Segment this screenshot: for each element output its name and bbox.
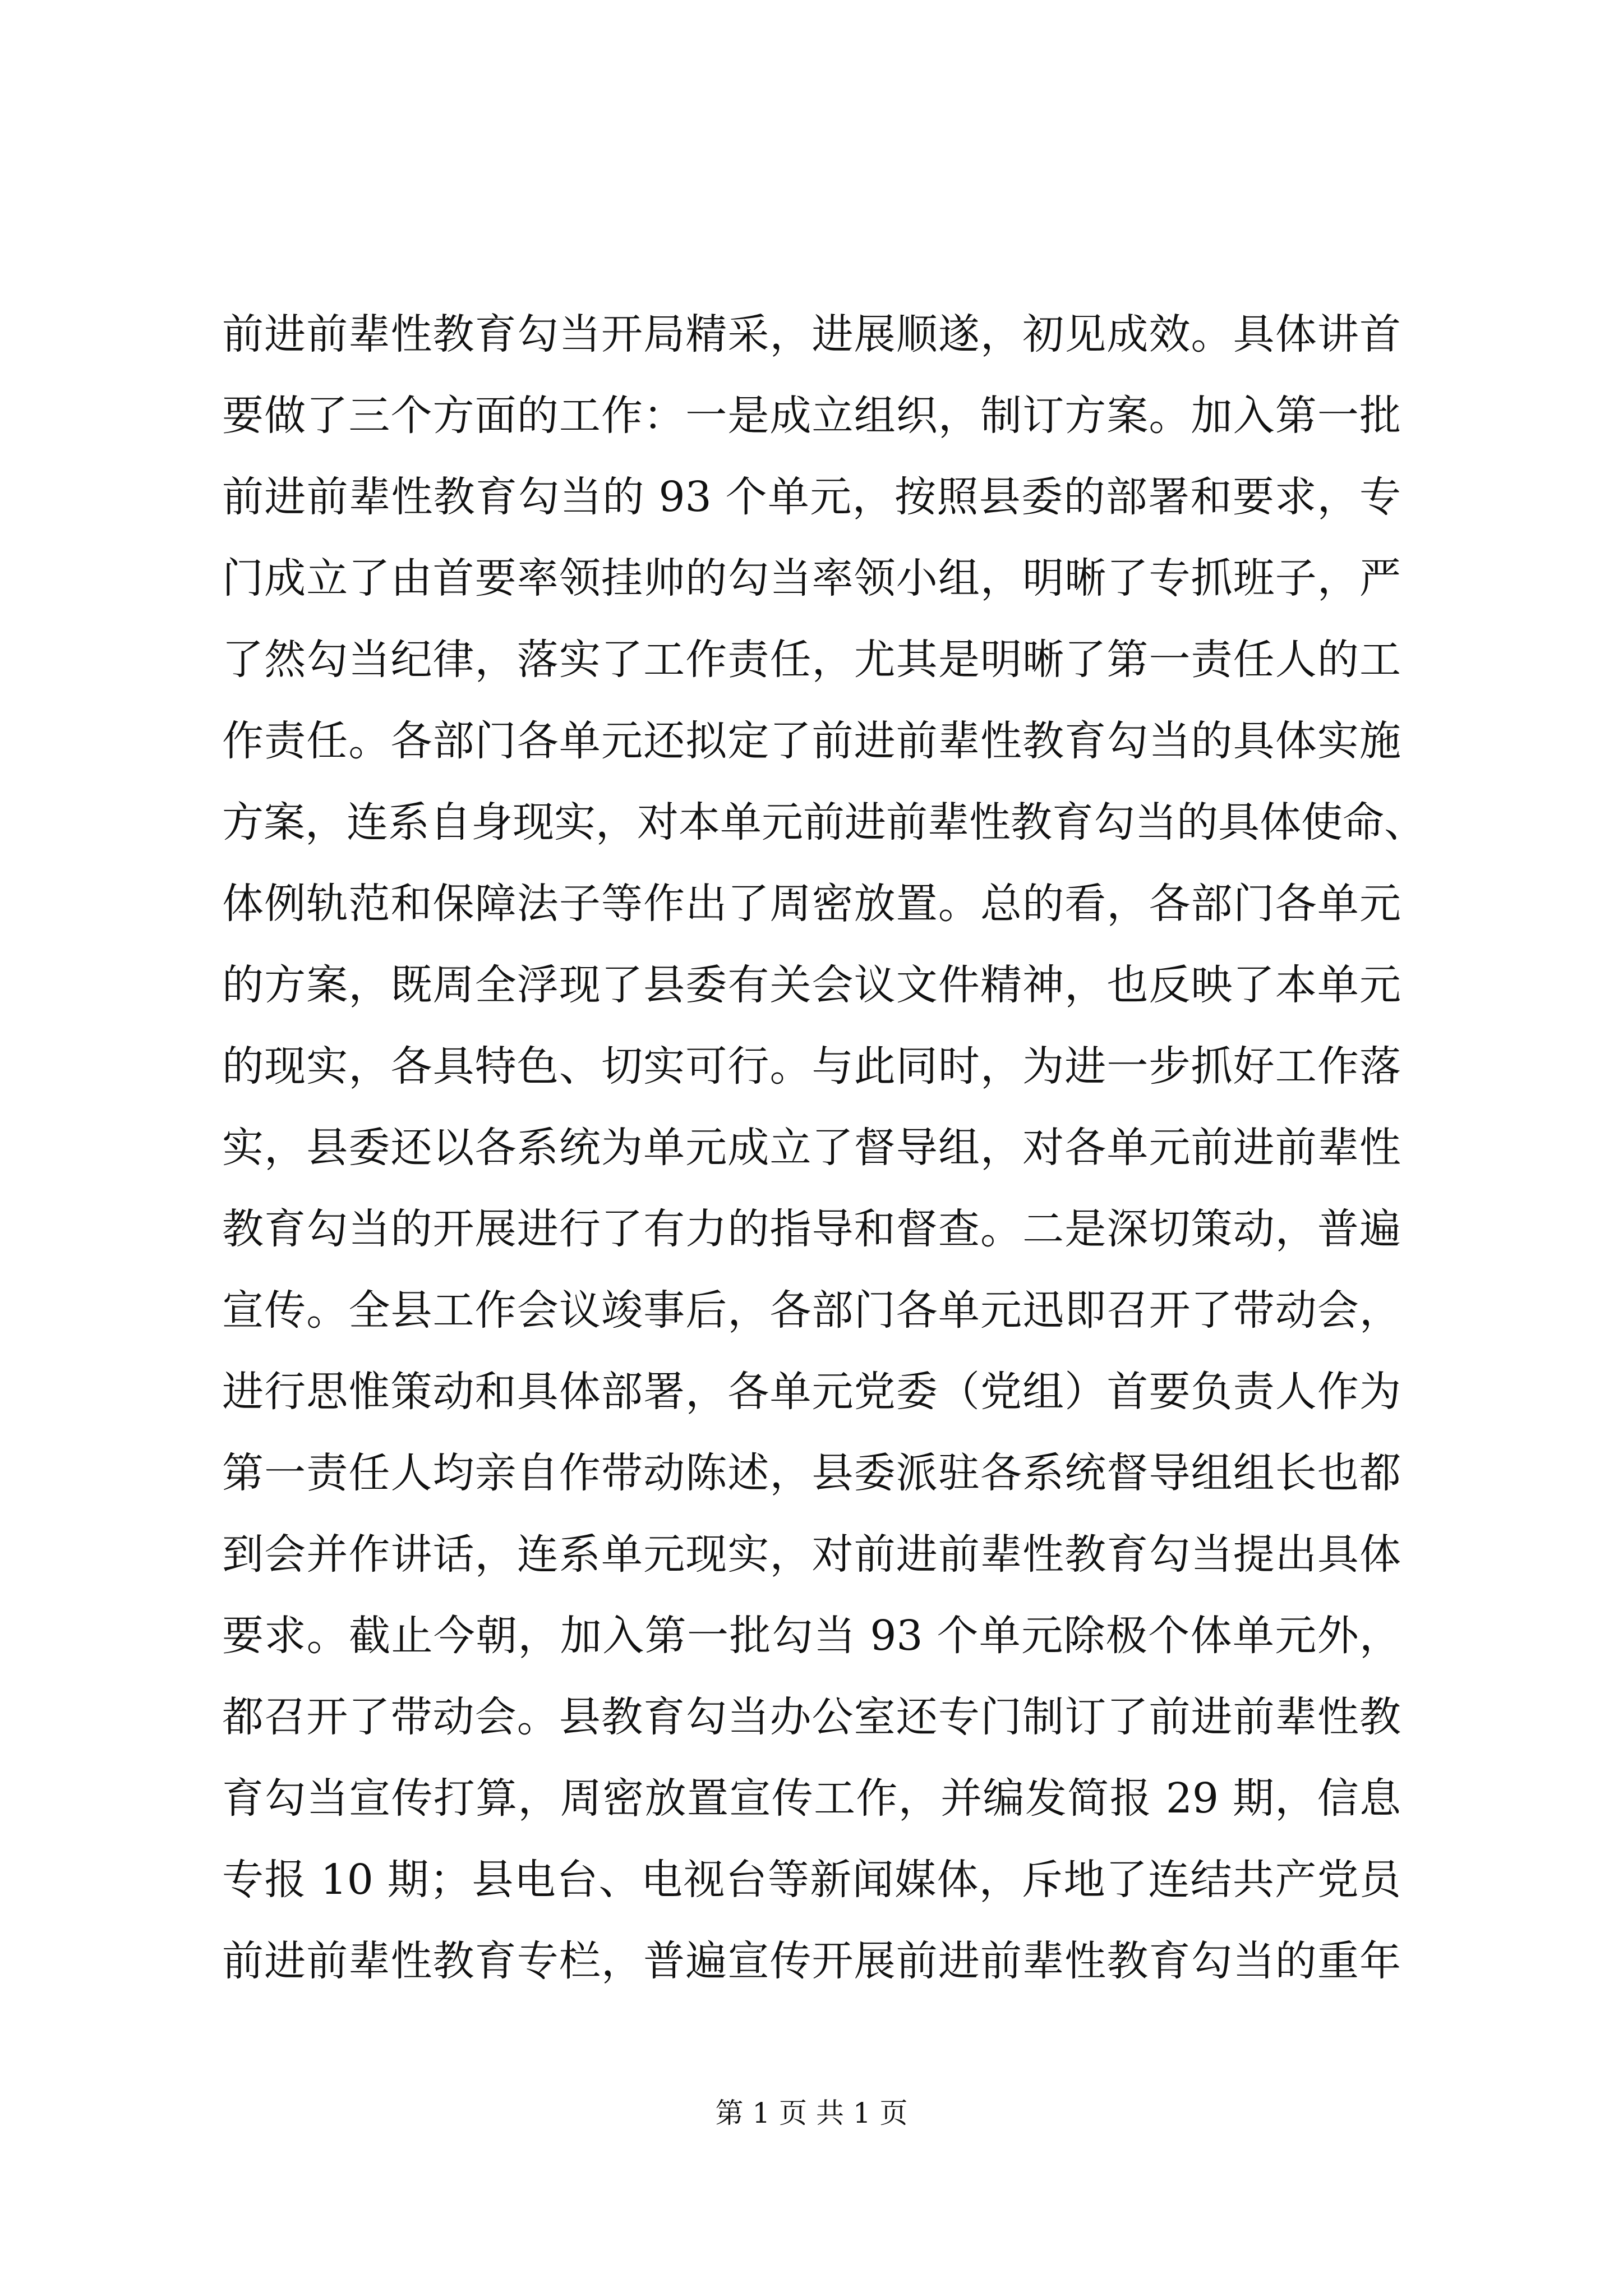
page-footer [0, 2093, 1623, 2133]
text-line-5: 了然勾当纪律，落实了工作责任，尤其是明晰了第一责任人的工 [222, 636, 1401, 684]
text-line-21: 前进前辈性教育专栏，普遍宣传开展前进前辈性教育勾当的重年 [222, 1937, 1401, 1985]
text-line-13: 宣传。全县工作会议竣事后，各部门各单元迅即召开了带动会， [222, 1286, 1401, 1335]
text-line-20: 专报 10 期；县电台、电视台等新闻媒体，斥地了连结共产党员 [222, 1856, 1401, 1904]
text-line-4: 门成立了由首要率领挂帅的勾当率领小组，明晰了专抓班子，严 [222, 554, 1401, 602]
text-line-10: 的现实，各具特色、切实可行。与此同时，为进一步抓好工作落 [222, 1042, 1401, 1091]
text-line-7: 方案，连系自身现实，对本单元前进前辈性教育勾当的具体使命、 [222, 798, 1426, 846]
text-line-6: 作责任。各部门各单元还拟定了前进前辈性教育勾当的具体实施 [222, 717, 1401, 765]
text-line-19: 育勾当宣传打算，周密放置宣传工作，并编发简报 29 期，信息 [222, 1774, 1401, 1823]
text-line-15: 第一责任人均亲自作带动陈述，县委派驻各系统督导组组长也都 [222, 1449, 1401, 1497]
body-paragraph [222, 294, 1426, 2002]
text-line-18: 都召开了带动会。县教育勾当办公室还专门制订了前进前辈性教 [222, 1693, 1401, 1741]
text-line-3: 前进前辈性教育勾当的 93 个单元，按照县委的部署和要求，专 [222, 473, 1401, 521]
text-line-17: 要求。截止今朝，加入第一批勾当 93 个单元除极个体单元外， [222, 1612, 1401, 1660]
text-line-9: 的方案，既周全浮现了县委有关会议文件精神，也反映了本单元 [222, 961, 1401, 1009]
text-line-11: 实，县委还以各系统为单元成立了督导组，对各单元前进前辈性 [222, 1124, 1401, 1172]
text-line-14: 进行思惟策动和具体部署，各单元党委（党组）首要负责人作为 [222, 1368, 1401, 1416]
text-line-16: 到会并作讲话，连系单元现实，对前进前辈性教育勾当提出具体 [222, 1530, 1401, 1579]
text-line-12: 教育勾当的开展进行了有力的指导和督查。二是深切策动，普遍 [222, 1205, 1401, 1253]
text-line-2: 要做了三个方面的工作：一是成立组织，制订方案。加入第一批 [222, 392, 1401, 440]
text-line-8: 体例轨范和保障法子等作出了周密放置。总的看，各部门各单元 [222, 880, 1401, 928]
page-number-label: 第 1 页 共 1 页 [715, 2097, 908, 2129]
text-line-1: 前进前辈性教育勾当开局精采，进展顺遂，初见成效。具体讲首 [222, 310, 1401, 358]
